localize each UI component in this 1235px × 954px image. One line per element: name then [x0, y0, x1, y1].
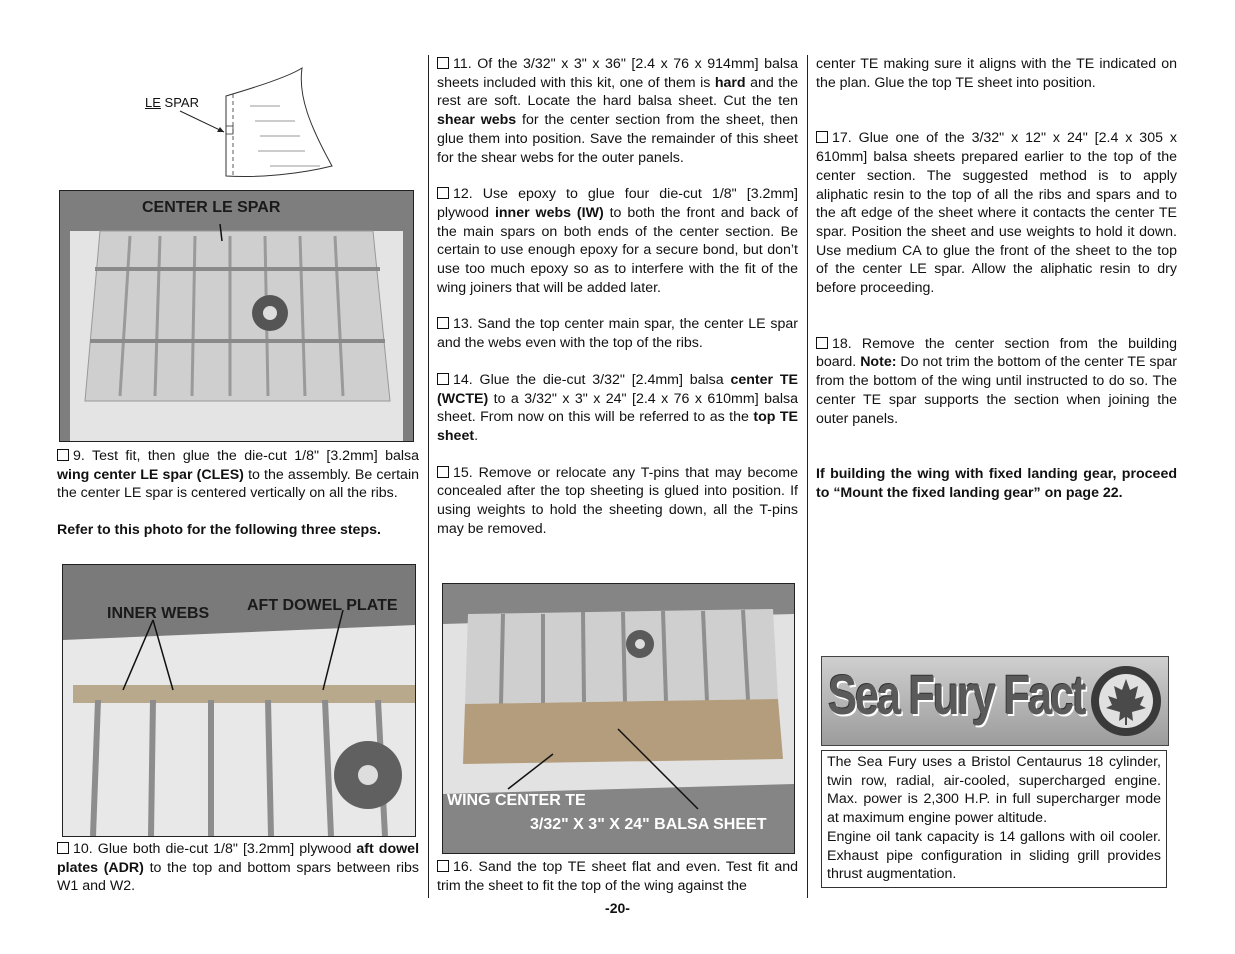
checkbox-icon[interactable] — [437, 373, 449, 385]
checkbox-icon[interactable] — [437, 187, 449, 199]
column-1 — [57, 447, 419, 540]
column-rule-right — [807, 55, 808, 898]
le-label: LE — [145, 95, 161, 110]
step-9: 9. Test fit, then glue the die-cut 1/8" [3.2mm] balsa wing center LE spar (CLES) to the assembly. Be certain the center LE spar is centered vertically on all the ribs. — [57, 448, 419, 502]
le-spar-diagram — [140, 66, 340, 184]
checkbox-icon[interactable] — [816, 131, 828, 143]
column-2-bottom — [437, 858, 798, 895]
sea-fury-fact-box — [821, 750, 1167, 888]
caption-wing-center-te: WING CENTER TE — [447, 792, 586, 809]
step-10: 10. Glue both die-cut 1/8" [3.2mm] plywood aft dowel plates (ADR) to the top and bottom spars between ribs W1 and W2. — [57, 841, 420, 895]
column-2 — [437, 55, 798, 538]
spar-label: SPAR — [160, 95, 199, 110]
sea-fury-fact-title: Sea Fury Fact — [828, 663, 1085, 726]
caption-aft-dowel-plate: AFT DOWEL PLATE — [247, 597, 398, 614]
step-11: 11. Of the 3/32" x 3" x 36" [2.4 x 76 x 914mm] balsa sheets included with this kit, one of them is hard and the rest are soft. Locate the hard balsa sheet. Cut the ten shear webs for the center section from the sheet, then glue them into position. Save the remainder of this sheet for the shear webs for the outer panels. — [437, 56, 798, 166]
sea-fury-fact-banner — [821, 656, 1169, 746]
column-1-bottom — [57, 840, 419, 896]
caption-balsa-sheet: 3/32" X 3" X 24" BALSA SHEET — [530, 816, 767, 833]
step-16-continued: center TE making sure it aligns with the TE indicated on the plan. Glue the top TE sheet into position. — [816, 56, 1177, 91]
step-12: 12. Use epoxy to glue four die-cut 1/8" [3.2mm] plywood inner webs (IW) to both the front and back of the main spars on both ends of the center section. Be certain to use enough epoxy for a secure bond, but don’t use too much epoxy so as to interfere with the fit of the wing joiners that will be added later. — [437, 186, 798, 296]
fact-body: The Sea Fury uses a Bristol Centaurus 18 cylinder, twin row, radial, air-cooled, supercharged engine. Max. power is 2,300 H.P. in full supercharger mode at maximum engine power altitude. — [827, 754, 1161, 827]
photo-wing-center-te — [442, 583, 795, 854]
refer-note: Refer to this photo for the following three steps. — [57, 522, 381, 539]
fact-body-2: Engine oil tank capacity is 14 gallons with oil cooler. Exhaust pipe configuration in sliding grill provides thrust augmentation. — [827, 828, 1161, 883]
step-18: 18. Remove the center section from the building board. Note: Do not trim the bottom of the center TE spar from the bottom of the wing until instructed to do so. The center TE spar supports the section when joining the outer panels. — [816, 335, 1178, 427]
photo-center-le-spar — [59, 190, 414, 442]
checkbox-icon[interactable] — [437, 860, 449, 872]
fixed-gear-note: If building the wing with fixed landing gear, proceed to “Mount the fixed landing gear” on page 22. — [816, 466, 1177, 501]
checkbox-icon[interactable] — [437, 317, 449, 329]
checkbox-icon[interactable] — [816, 337, 828, 349]
checkbox-icon[interactable] — [57, 449, 69, 461]
step-14: 14. Glue the die-cut 3/32" [2.4mm] balsa center TE (WCTE) to a 3/32" x 3" x 24" [2.4 x 76 x 610mm] balsa sheet. From now on this will be referred to as the top TE sheet. — [437, 371, 798, 444]
caption-inner-webs: INNER WEBS — [107, 605, 210, 622]
step-16: 16. Sand the top TE sheet flat and even. Test fit and trim the sheet to fit the top of the wing against the — [437, 859, 798, 894]
step-13: 13. Sand the top center main spar, the center LE spar and the webs even with the top of the ribs. — [437, 316, 798, 352]
checkbox-icon[interactable] — [57, 842, 69, 854]
step-15: 15. Remove or relocate any T-pins that may become concealed after the top sheeting is glued into position. If using weights to hold the sheeting down, all the T-pins may be removed. — [437, 464, 798, 537]
checkbox-icon[interactable] — [437, 57, 449, 69]
column-3 — [816, 55, 1177, 503]
column-rule-left — [428, 55, 429, 898]
photo-inner-webs — [62, 564, 416, 837]
checkbox-icon[interactable] — [437, 466, 449, 478]
step-17: 17. Glue one of the 3/32" x 12" x 24" [2.4 x 305 x 610mm] balsa sheets prepared earlier to the top of the center section. The suggested method is to apply aliphatic resin to the top of all the ribs and spars and to the aft edge of the sheet where it contacts the center TE spar. Position the sheet and use weights to hold it down. Use medium CA to glue the front of the sheet to the top of the center LE spar. Allow the aliphatic resin to dry before proceeding. — [816, 130, 1177, 297]
maple-leaf-roundel-icon — [1088, 663, 1164, 739]
caption-center-le-spar: CENTER LE SPAR — [142, 199, 281, 216]
page-number: -20- — [605, 900, 630, 916]
